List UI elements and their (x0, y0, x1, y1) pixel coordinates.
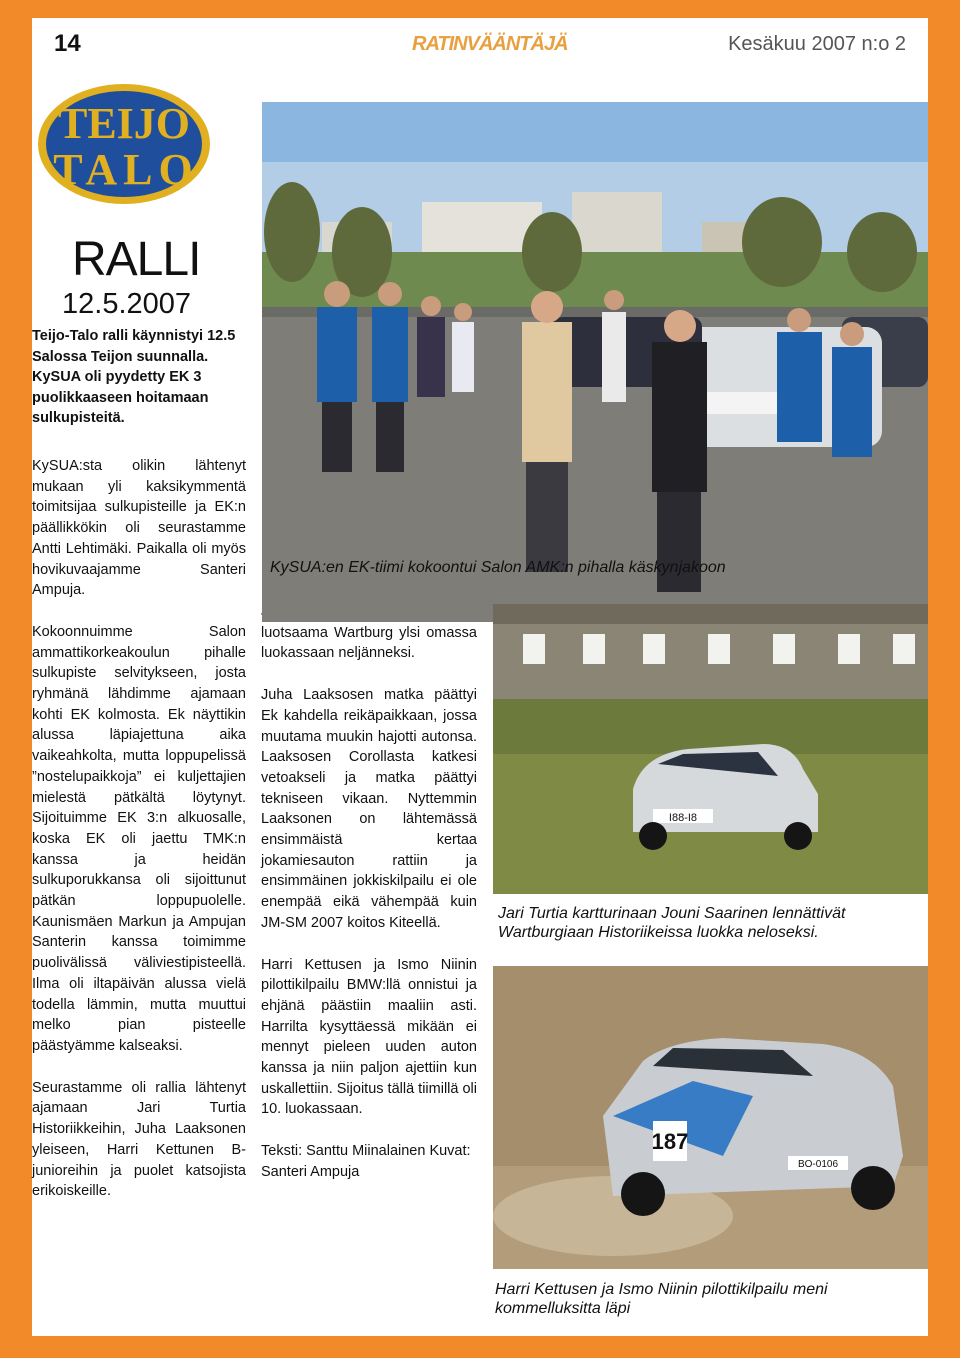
logo-line2: TALO (53, 145, 199, 194)
teijo-talo-logo (34, 80, 214, 208)
article-lead: Teijo-Talo ralli käynnistyi 12.5 Salossa Teijon suunnalla. KySUA oli pyydetty EK 3 puolikkaaseen hoitamaan sulkupisteitä. (32, 328, 236, 426)
paragraph: Kokoonnuimme Salon ammattikorkeakoulun pihalle sulkupiste selvitykseen, josta ryhmänä lähdimme ajamaan kohti EK kolmosta. Ek näyttikin alussa läpiajettuna aika vaikeahkolta, mutta loppupelissä ”nostelupaikkoja” ei kuljettajien mielestä pätkältä löytynyt. Sijoituimme EK 3:n alkuosalle, koska EK oli jaettu TMK:n kanssa ja heidän sulkuporukkansa oli sijoittunut pätkän loppupuolelle. Kaunismäen Markun ja Ampujan Santerin kanssa toimimme puolivälissä väliviestipisteellä. Ilma oli iltapäivän alussa vielä todella lämmin, mutta muuttui melko pian pisteelle päästyämme kalseaksi. (32, 623, 246, 1054)
logo-line1: TEIJO (57, 99, 191, 148)
bmw-photo (493, 966, 928, 1269)
text-column-2 (261, 602, 477, 1204)
paragraph: KySUA:sta olikin lähtenyt mukaan yli kaksikymmentä toimitsijaa sulkupisteille ja EK:n päällikkökin oli seurastamme Antti Lehtimäki. Paikalla oli myös hovikuvaajamme Santeri Ampuja. (32, 458, 246, 599)
author-credits: Teksti: Santtu Miinalainen Kuvat: Santeri Ampuja (261, 1143, 471, 1180)
middle-photo-caption: Jari Turtia kartturinaan Jouni Saarinen lennättivät Wartburgiaan Historiikeissa luokka neloseksi. (498, 905, 846, 941)
bmw-plate: BO-0106 (797, 1159, 839, 1170)
article-title: RALLI (72, 233, 201, 286)
article-date: 12.5.2007 (62, 288, 192, 320)
bmw-number: 187 (651, 1129, 689, 1154)
team-photo (262, 102, 928, 622)
text-column-1 (32, 456, 246, 1223)
paragraph: Juha Laaksosen matka päättyi Ek kahdella reikäpaikkaan, jossa muutama muukin hajotti autonsa. Laaksosen Corollasta katkesi vetoakseli ja matka päättyi tekniseen vikaan. Nyttemmin Laaksonen on lähtemässä ensimmäistä kertaa jokamiesauton rattiin ja ensimmäinen jokkiskilpailu ei ole enempää eikä vähempää kuin JM-SM 2007 koitos Kiteellä. (261, 687, 477, 931)
top-photo-caption: KySUA:en EK-tiimi kokoontui Salon AMK:n pihalla käskynjakoon (270, 559, 726, 576)
issue-label: Kesäkuu 2007 n:o 2 (728, 33, 906, 55)
masthead: RATINVÄÄNTÄJÄ (412, 33, 568, 55)
wartburg-plate: I88-I8 (668, 812, 698, 824)
paragraph: Harri Kettusen ja Ismo Niinin pilottikilpailu BMW:llä onnistui ja ehjänä päästiin maaliin asti. Harrilta kysyttäessä mikään ei mennyt pieleen uuden auton kanssa ja niin paljon ajettiin kun uskallettiin. Sijoitus tällä tiimillä oli 10. luokassaan. (261, 956, 477, 1118)
page-number: 14 (54, 30, 81, 57)
wartburg-photo (493, 604, 928, 894)
paragraph: Seurastamme oli rallia lähtenyt ajamaan Jari Turtia Historiikkeihin, Juha Laaksonen yleiseen, Harri Kettunen B- junioreihin ja puolet katsojista erikoiskeille. (32, 1079, 246, 1200)
paragraph: luotsaama Wartburg ylsi omassa luokassaan neljänneksi. (261, 624, 477, 662)
bottom-photo-caption: Harri Kettusen ja Ismo Niinin pilottikilpailu meni kommelluksitta läpi (495, 1281, 828, 1317)
page-header (32, 18, 928, 74)
article-page (32, 74, 928, 1336)
